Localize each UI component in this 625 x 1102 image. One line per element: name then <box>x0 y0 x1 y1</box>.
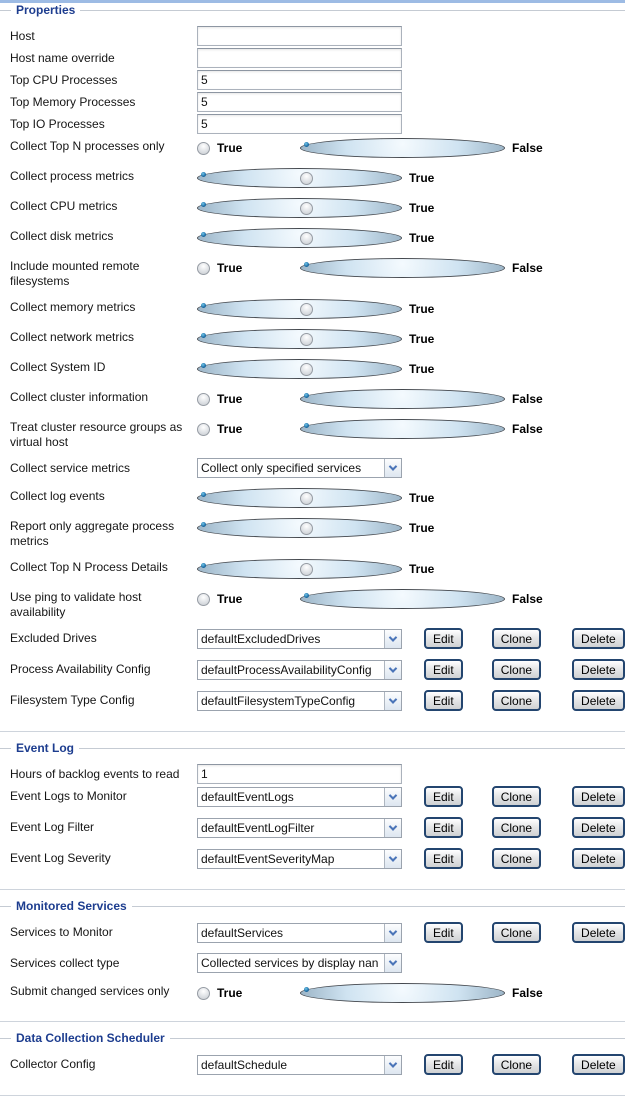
section-monitored-services <box>0 899 625 1022</box>
dropdown-chevron-box[interactable] <box>384 661 401 679</box>
radio-option-false <box>300 136 543 158</box>
field-control-area <box>197 516 435 538</box>
radio-option-true <box>197 259 300 275</box>
field-control-area <box>197 417 543 439</box>
radio-option-true <box>197 226 435 248</box>
text-field-top-io-processes[interactable] <box>197 114 402 134</box>
field-label: Collect log events <box>10 489 105 503</box>
field-control-area <box>197 953 402 973</box>
radio-option-true <box>197 166 435 188</box>
form-row-host <box>10 26 619 46</box>
field-control-area <box>197 1054 625 1075</box>
form-row-collect-top-n-processes-only <box>10 136 619 158</box>
radio-option-label: True <box>409 201 435 215</box>
top-divider-bar <box>0 0 625 3</box>
text-field-hours-of-backlog-events-to-read[interactable] <box>197 764 402 784</box>
chevron-down-icon <box>389 1059 397 1067</box>
radio-option-true <box>197 420 300 436</box>
dropdown-selected-value: Collect only specified services <box>201 461 362 475</box>
form-row-submit-changed-services-only <box>10 981 619 1003</box>
field-label: Filesystem Type Config <box>10 693 135 707</box>
text-field-host-name-override[interactable] <box>197 48 402 68</box>
radio-option-true <box>197 486 435 508</box>
field-control-area <box>197 327 435 349</box>
radio-option-label: False <box>512 592 543 606</box>
field-label: Event Log Filter <box>10 820 95 834</box>
field-label: Collect System ID <box>10 360 106 374</box>
section-title: Monitored Services <box>11 899 132 913</box>
radio-button-false-selected[interactable] <box>300 589 505 609</box>
dropdown-process-availability-config[interactable] <box>197 660 402 680</box>
field-label: Host <box>10 29 35 43</box>
section-title: Data Collection Scheduler <box>11 1031 170 1045</box>
clone-button[interactable]: Clone <box>492 817 541 838</box>
field-control-area <box>197 659 625 680</box>
field-control-area <box>197 297 435 319</box>
chevron-down-icon <box>389 791 397 799</box>
dropdown-chevron-box[interactable] <box>384 850 401 868</box>
clone-button[interactable]: Clone <box>492 922 541 943</box>
field-label: Collector Config <box>10 1057 96 1071</box>
radio-button-true[interactable] <box>197 142 210 155</box>
dropdown-event-log-severity[interactable] <box>197 849 402 869</box>
field-label: Process Availability Config <box>10 662 151 676</box>
chevron-down-icon <box>389 664 397 672</box>
form-row-collect-cluster-information <box>10 387 619 409</box>
chevron-down-icon <box>389 462 397 470</box>
field-label: Top CPU Processes <box>10 73 118 87</box>
field-label: Use ping to validate host availability <box>10 590 142 619</box>
edit-button[interactable]: Edit <box>424 628 463 649</box>
radio-option-label: True <box>217 986 243 1000</box>
radio-option-label: True <box>409 521 435 535</box>
field-label: Collect Top N processes only <box>10 139 165 153</box>
dropdown-chevron-box[interactable] <box>384 692 401 710</box>
radio-button-true[interactable] <box>197 262 210 275</box>
clone-button[interactable]: Clone <box>492 659 541 680</box>
radio-option-label: True <box>409 171 435 185</box>
radio-button-false[interactable] <box>300 363 313 376</box>
form-row-event-log-filter <box>10 817 619 838</box>
chevron-down-icon <box>389 633 397 641</box>
field-label: Collect memory metrics <box>10 300 136 314</box>
field-label: Services collect type <box>10 956 120 970</box>
field-control-area <box>197 628 625 649</box>
chevron-down-icon <box>389 822 397 830</box>
radio-option-true <box>197 984 300 1000</box>
field-control-area <box>197 387 543 409</box>
field-label: Collect service metrics <box>10 461 131 475</box>
section-event-log <box>0 741 625 890</box>
radio-option-label: False <box>512 422 543 436</box>
dropdown-selected-value: defaultEventLogs <box>201 789 294 804</box>
edit-button[interactable]: Edit <box>424 690 463 711</box>
form-row-collect-cpu-metrics <box>10 196 619 218</box>
edit-button[interactable]: Edit <box>424 922 463 943</box>
radio-option-label: True <box>409 302 435 316</box>
form-row-report-only-aggregate-process-metrics <box>10 516 619 549</box>
edit-button[interactable]: Edit <box>424 786 463 807</box>
field-control-area <box>197 26 402 46</box>
radio-option-true <box>197 390 300 406</box>
form-row-event-logs-to-monitor <box>10 786 619 807</box>
form-row-host-name-override <box>10 48 619 68</box>
section-properties <box>0 3 625 732</box>
radio-option-false <box>300 256 543 278</box>
field-label: Treat cluster resource groups as virtual host <box>10 420 183 449</box>
radio-option-false <box>300 417 543 439</box>
clone-button[interactable]: Clone <box>492 1054 541 1075</box>
section-data-collection-scheduler <box>0 1031 625 1096</box>
radio-button-false[interactable] <box>300 232 313 245</box>
field-control-area <box>197 458 402 478</box>
dropdown-chevron-box[interactable] <box>384 630 401 648</box>
field-control-area <box>197 848 625 869</box>
form-row-services-collect-type <box>10 953 619 973</box>
radio-option-label: False <box>512 261 543 275</box>
dropdown-selected-value: defaultEventSeverityMap <box>201 851 335 866</box>
radio-option-label: False <box>512 986 543 1000</box>
delete-button[interactable]: Delete <box>572 817 625 838</box>
radio-option-true <box>197 590 300 606</box>
clone-button[interactable]: Clone <box>492 628 541 649</box>
field-control-area <box>197 981 543 1003</box>
form-row-hours-of-backlog-events-to-read <box>10 764 619 784</box>
text-field-top-cpu-processes[interactable] <box>197 70 402 90</box>
radio-option-true <box>197 139 300 155</box>
section-title: Properties <box>11 3 80 17</box>
radio-button-false[interactable] <box>300 172 313 185</box>
radio-option-true <box>197 196 435 218</box>
field-control-area <box>197 690 625 711</box>
dropdown-selected-value: defaultProcessAvailabilityConfig <box>201 662 372 677</box>
edit-button[interactable]: Edit <box>424 848 463 869</box>
dropdown-selected-value: defaultServices <box>201 925 284 940</box>
radio-button-false-selected[interactable] <box>300 138 505 158</box>
text-field-host[interactable] <box>197 26 402 46</box>
dropdown-selected-value: defaultSchedule <box>201 1057 288 1072</box>
radio-option-false <box>300 981 543 1003</box>
dropdown-collect-service-metrics[interactable] <box>197 458 402 478</box>
form-row-event-log-severity <box>10 848 619 869</box>
form-row-collect-service-metrics <box>10 458 619 478</box>
form-row-collect-log-events <box>10 486 619 508</box>
radio-option-true <box>197 557 435 579</box>
radio-button-true[interactable] <box>197 987 210 1000</box>
radio-option-true <box>197 516 435 538</box>
radio-option-label: True <box>409 231 435 245</box>
chevron-down-icon <box>389 695 397 703</box>
radio-button-false-selected[interactable] <box>300 419 505 439</box>
delete-button[interactable]: Delete <box>572 848 625 869</box>
radio-option-label: False <box>512 141 543 155</box>
dropdown-chevron-box[interactable] <box>384 459 401 477</box>
field-control-area <box>197 764 402 784</box>
field-control-area <box>197 166 435 188</box>
field-control-area <box>197 817 625 838</box>
field-control-area <box>197 48 402 68</box>
radio-button-true[interactable] <box>197 393 210 406</box>
radio-button-false[interactable] <box>300 563 313 576</box>
dropdown-excluded-drives[interactable] <box>197 629 402 649</box>
field-label: Top Memory Processes <box>10 95 136 109</box>
radio-option-false <box>300 387 543 409</box>
radio-option-false <box>300 587 543 609</box>
field-label: Event Log Severity <box>10 851 111 865</box>
clone-button[interactable]: Clone <box>492 690 541 711</box>
edit-button[interactable]: Edit <box>424 817 463 838</box>
radio-option-label: True <box>217 592 243 606</box>
form-row-process-availability-config <box>10 659 619 680</box>
radio-option-label: True <box>409 362 435 376</box>
edit-button[interactable]: Edit <box>424 659 463 680</box>
chevron-down-icon <box>389 927 397 935</box>
chevron-down-icon <box>389 957 397 965</box>
dropdown-filesystem-type-config[interactable] <box>197 691 402 711</box>
field-control-area <box>197 256 543 278</box>
radio-option-label: True <box>217 141 243 155</box>
radio-button-false[interactable] <box>300 303 313 316</box>
field-control-area <box>197 114 402 134</box>
form-row-include-mounted-remote-filesystems <box>10 256 619 289</box>
dropdown-collector-config[interactable] <box>197 1055 402 1075</box>
text-field-top-memory-processes[interactable] <box>197 92 402 112</box>
dropdown-event-logs-to-monitor[interactable] <box>197 787 402 807</box>
clone-button[interactable]: Clone <box>492 786 541 807</box>
radio-button-false-selected[interactable] <box>300 983 505 1003</box>
field-control-area <box>197 226 435 248</box>
field-control-area <box>197 357 435 379</box>
radio-option-label: True <box>217 392 243 406</box>
field-label: Event Logs to Monitor <box>10 789 127 803</box>
field-label: Collect disk metrics <box>10 229 114 243</box>
delete-button[interactable]: Delete <box>572 922 625 943</box>
radio-button-false-selected[interactable] <box>300 258 505 278</box>
dropdown-chevron-box[interactable] <box>384 819 401 837</box>
form-row-treat-cluster-resource-groups-as-virtual-host <box>10 417 619 450</box>
form-row-collect-top-n-process-details <box>10 557 619 579</box>
dropdown-chevron-box[interactable] <box>384 1056 401 1074</box>
form-row-collect-disk-metrics <box>10 226 619 248</box>
radio-option-label: True <box>217 261 243 275</box>
form-row-top-cpu-processes <box>10 70 619 90</box>
radio-option-label: True <box>409 332 435 346</box>
form-row-filesystem-type-config <box>10 690 619 711</box>
radio-option-label: False <box>512 392 543 406</box>
section-title: Event Log <box>11 741 79 755</box>
dropdown-chevron-box[interactable] <box>384 924 401 942</box>
dropdown-chevron-box[interactable] <box>384 954 401 972</box>
dropdown-event-log-filter[interactable] <box>197 818 402 838</box>
delete-button[interactable]: Delete <box>572 690 625 711</box>
delete-button[interactable]: Delete <box>572 659 625 680</box>
dropdown-selected-value: defaultEventLogFilter <box>201 820 315 835</box>
field-control-area <box>197 922 625 943</box>
delete-button[interactable]: Delete <box>572 628 625 649</box>
form-row-collect-process-metrics <box>10 166 619 188</box>
dropdown-selected-value: defaultFilesystemTypeConfig <box>201 693 356 708</box>
form-row-use-ping-to-validate-host-availability <box>10 587 619 620</box>
radio-option-true <box>197 297 435 319</box>
field-label: Top IO Processes <box>10 117 105 131</box>
delete-button[interactable]: Delete <box>572 1054 625 1075</box>
form-row-collect-system-id <box>10 357 619 379</box>
radio-option-true <box>197 327 435 349</box>
field-label: Collect CPU metrics <box>10 199 118 213</box>
radio-option-true <box>197 357 435 379</box>
form-row-excluded-drives <box>10 628 619 649</box>
form-row-top-memory-processes <box>10 92 619 112</box>
field-control-area <box>197 587 543 609</box>
radio-button-false-selected[interactable] <box>300 389 505 409</box>
form-row-services-to-monitor <box>10 922 619 943</box>
field-control-area <box>197 786 625 807</box>
form-row-collector-config <box>10 1054 619 1075</box>
edit-button[interactable]: Edit <box>424 1054 463 1075</box>
properties-form <box>0 3 625 1096</box>
radio-option-label: True <box>217 422 243 436</box>
form-row-top-io-processes <box>10 114 619 134</box>
field-control-area <box>197 136 543 158</box>
clone-button[interactable]: Clone <box>492 848 541 869</box>
radio-button-false[interactable] <box>300 333 313 346</box>
form-row-collect-memory-metrics <box>10 297 619 319</box>
field-control-area <box>197 557 435 579</box>
field-label: Services to Monitor <box>10 925 113 939</box>
field-label: Collect cluster information <box>10 390 149 404</box>
radio-option-label: True <box>409 562 435 576</box>
field-label: Report only aggregate process metrics <box>10 519 175 548</box>
field-label: Hours of backlog events to read <box>10 767 180 781</box>
field-label: Collect Top N Process Details <box>10 560 168 574</box>
radio-button-false[interactable] <box>300 492 313 505</box>
radio-option-label: True <box>409 491 435 505</box>
field-label: Submit changed services only <box>10 984 170 998</box>
radio-button-false[interactable] <box>300 522 313 535</box>
field-control-area <box>197 92 402 112</box>
field-label: Host name override <box>10 51 115 65</box>
radio-button-true[interactable] <box>197 593 210 606</box>
dropdown-services-to-monitor[interactable] <box>197 923 402 943</box>
dropdown-selected-value: defaultExcludedDrives <box>201 631 321 646</box>
chevron-down-icon <box>389 853 397 861</box>
form-row-collect-network-metrics <box>10 327 619 349</box>
radio-button-false[interactable] <box>300 202 313 215</box>
radio-button-true[interactable] <box>197 423 210 436</box>
dropdown-services-collect-type[interactable] <box>197 953 402 973</box>
delete-button[interactable]: Delete <box>572 786 625 807</box>
dropdown-chevron-box[interactable] <box>384 788 401 806</box>
field-control-area <box>197 70 402 90</box>
field-control-area <box>197 486 435 508</box>
dropdown-selected-value: Collected services by display nan <box>201 956 379 970</box>
field-label: Excluded Drives <box>10 631 97 645</box>
field-control-area <box>197 196 435 218</box>
field-label: Collect network metrics <box>10 330 135 344</box>
field-label: Include mounted remote filesystems <box>10 259 140 288</box>
field-label: Collect process metrics <box>10 169 135 183</box>
